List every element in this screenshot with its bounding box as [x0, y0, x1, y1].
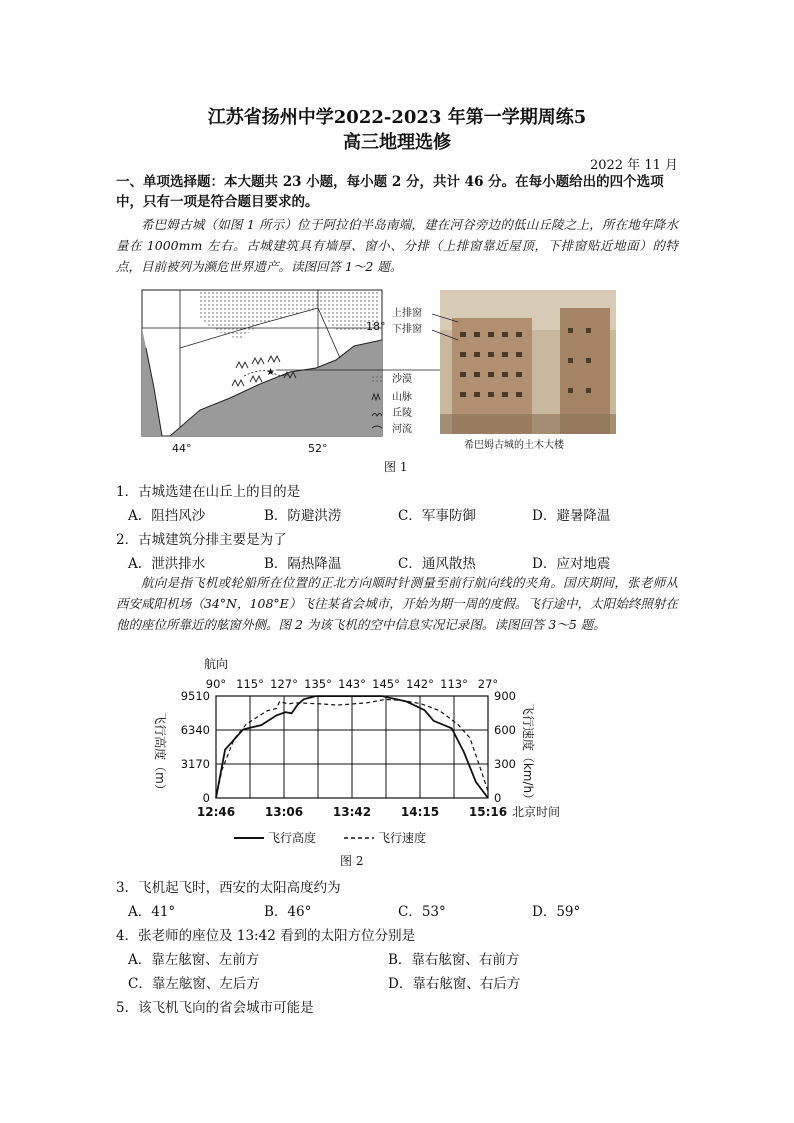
- x-tick: 13:06: [264, 805, 304, 819]
- heading-label: 127°: [270, 677, 298, 691]
- figure-1-caption: 图 1: [384, 460, 408, 474]
- heading-labels: [206, 677, 498, 691]
- q1-option-b: B．防避洪涝: [264, 508, 342, 524]
- legend-desert: 沙漠: [392, 374, 412, 385]
- chart-legend: [234, 830, 426, 845]
- doc-subtitle: 高三地理选修: [343, 132, 451, 153]
- heading-label: 143°: [338, 677, 366, 691]
- passage-2: 航向是指飞机或轮船所在位置的正北方向顺时针测量至前行航向线的夹角。国庆期间，张老师从西安咸阳机场（34°N，108°E）飞往某省会城市，开始为期一周的度假。飞行途中，太阳始终照射在他的座位所靠近的舷窗外侧。图 2 为该飞机的空中信息实况记录图。读图回答 3～5 题。: [116, 575, 678, 632]
- label-upper-window: 上排窗: [392, 308, 422, 319]
- q2-option-a: A．泄洪排水: [128, 556, 206, 572]
- y-right-tick: 900: [494, 689, 516, 703]
- heading-label: 142°: [406, 677, 434, 691]
- y-right-ticks: [494, 689, 516, 805]
- y-left-tick: 6340: [180, 723, 210, 737]
- y-right-tick: 600: [494, 723, 516, 737]
- q3-option-c: C．53°: [398, 904, 446, 920]
- label-lower-window: 下排窗: [392, 324, 422, 335]
- legend-speed: 飞行速度: [378, 831, 427, 845]
- hbam-photo: [440, 290, 616, 434]
- q4-option-d: D．靠右舷窗、右后方: [388, 976, 521, 992]
- legend-river: 河流: [392, 424, 412, 435]
- y-right-tick: 300: [494, 757, 516, 771]
- q2-option-d: D．应对地震: [532, 556, 611, 572]
- heading-label: 115°: [236, 677, 264, 691]
- q4-option-b: B．靠右舷窗、右前方: [388, 952, 520, 968]
- figure-1: [140, 288, 620, 456]
- lat-label: 18°: [366, 320, 386, 333]
- y-right-tick: 0: [494, 791, 502, 805]
- heading-label: 27°: [477, 677, 499, 691]
- heading-label: 135°: [304, 677, 332, 691]
- y-left-tick: 0: [202, 791, 210, 805]
- legend-mountain: 山脉: [392, 392, 412, 403]
- y-left-label: 飞行高度（m）: [153, 712, 167, 796]
- legend-hill: 丘陵: [392, 408, 412, 419]
- section-instruction: 在每小题给出的四个选项中，只有一项是符合题目要求的。: [116, 174, 664, 210]
- passage-1: 希巴姆古城（如图 1 所示）位于阿拉伯半岛南端，建在河谷旁边的低山丘陵之上，所在地年降水量在 1000mm 左右。古城建筑具有墙厚、窗小、分排（上排窗靠近屋顶，下排窗贴近地面）的特点，目前被列为濒危世界遗产。读图回答 1～2 题。: [116, 217, 678, 274]
- q4-option-c: C．靠左舷窗、左后方: [128, 976, 260, 992]
- figure-2-caption: 图 2: [340, 854, 364, 868]
- y-left-ticks: [181, 689, 210, 805]
- x-axis-label: 北京时间: [512, 805, 561, 819]
- q1-option-a: A．阻挡风沙: [128, 508, 206, 524]
- q3-stem: 3．飞机起飞时，西安的太阳高度约为: [116, 880, 341, 896]
- x-tick: 14:15: [400, 805, 440, 819]
- y-right-label: 飞行速度（km/h）: [521, 702, 535, 806]
- heading-label: 90°: [205, 677, 227, 691]
- x-tick: 15:16: [468, 805, 508, 819]
- q3-option-a: A．41°: [128, 904, 176, 920]
- q3-option-d: D．59°: [532, 904, 581, 920]
- chart-grid: [216, 696, 488, 798]
- x-tick: 13:42: [332, 805, 372, 819]
- q2-option-c: C．通风散热: [398, 556, 476, 572]
- x-tick: 12:46: [196, 805, 236, 819]
- city-marker: ★: [266, 367, 275, 378]
- q1-stem: 1．古城选建在山丘上的目的是: [116, 484, 301, 500]
- heading-label: 145°: [372, 677, 400, 691]
- q1-option-c: C．军事防御: [398, 508, 476, 524]
- legend-altitude: 飞行高度: [268, 831, 317, 845]
- q1-option-d: D．避暑降温: [532, 508, 611, 524]
- y-left-tick: 9510: [180, 689, 210, 703]
- y-left-tick: 3170: [180, 757, 210, 771]
- lon-label-52: 52°: [308, 442, 328, 455]
- q2-stem: 2．古城建筑分排主要是为了: [116, 532, 287, 548]
- q4-option-a: A．靠左舷窗、左前方: [128, 952, 260, 968]
- chart-title: 航向: [204, 657, 229, 671]
- q4-stem: 4．张老师的座位及 13:42 看到的太阳方位分别是: [116, 928, 416, 944]
- section-title: 一、单项选择题：本大题共 23 小题，每小题 2 分，共计 46 分。: [116, 174, 516, 190]
- figure-2-chart: [140, 654, 590, 854]
- x-ticks: [197, 805, 507, 819]
- q2-option-b: B．隔热降温: [264, 556, 342, 572]
- lon-label-44: 44°: [172, 442, 192, 455]
- heading-label: 113°: [440, 677, 468, 691]
- q3-option-b: B．46°: [264, 904, 312, 920]
- photo-caption: 希巴姆古城的土木大楼: [464, 440, 564, 451]
- q5-stem: 5．该飞机飞向的省会城市可能是: [116, 1000, 314, 1016]
- doc-date: 2022 年 11 月: [589, 158, 678, 173]
- section-heading: [116, 172, 678, 212]
- doc-title: 江苏省扬州中学2022-2023 年第一学期周练5: [207, 107, 587, 128]
